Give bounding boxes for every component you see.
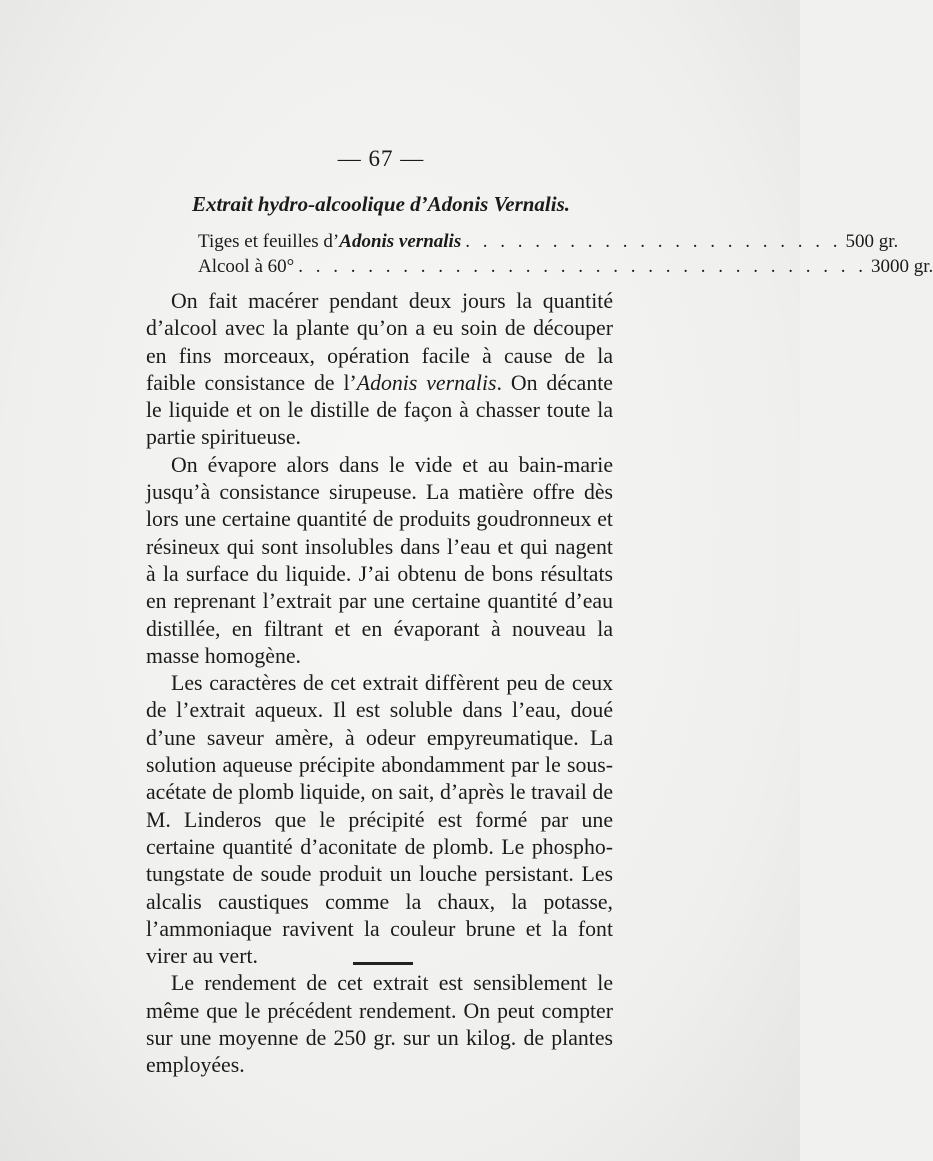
recipe-line bbox=[198, 256, 933, 278]
section-heading: Extrait hydro-alcoolique d’Adonis Vernalis. bbox=[191, 192, 571, 216]
paragraph: Les caractères de cet extrait diffèrent peu de ceux de l’extrait aqueux. Il est soluble dans l’eau, doué d’une saveur amère, à odeur empyreumatique. La solution aqueuse précipite abondamment par le sous-acétate de plomb liquide, on sait, d’après le travail de M. Linderos que le précipité est formé par une certaine quantité d’aconitate de plomb. Le phospho-tungstate de soude produit un louche persistant. Les alcalis caustiques comme la chaux, la potasse, l’ammoniaque ravivent la couleur brune et la font virer au vert. bbox=[146, 671, 613, 969]
paragraph: On évapore alors dans le vide et au bain-marie jusqu’à consistance sirupeuse. La matière offre dès lors une certaine quantité de produits goudronneux et résineux qui sont insolubles dans l’eau et qui nagent à la surface du liquide. J’ai obtenu de bons résultats en reprenant l’extrait par une certaine quantité d’eau distillée, en filtrant et en évaporant à nouveau la masse homogène. bbox=[146, 452, 613, 668]
paragraph: Le rendement de cet extrait est sensiblement le même que le précédent rendement. On peut compter sur une moyenne de 250 gr. sur un kilog. de plantes employées. bbox=[146, 971, 613, 1078]
ingredient-name: Alcool à 60° bbox=[198, 256, 295, 277]
ingredient-name: Tiges et feuilles d’Adonis vernalis bbox=[198, 231, 462, 252]
dot-leader: . . . . . . . . . . . . . . . . . . . . . . . . . . . . . . . . . bbox=[298, 256, 867, 277]
section-end-rule bbox=[353, 962, 413, 965]
dot-leader: . . . . . . . . . . . . . . . . . . . . . . bbox=[465, 231, 842, 252]
ingredient-quantity: 500 gr. bbox=[845, 231, 899, 252]
page-number: — 67 — bbox=[337, 146, 425, 171]
body-text bbox=[146, 288, 613, 1080]
ingredient-quantity: 3000 gr. bbox=[871, 256, 933, 277]
recipe-line bbox=[198, 231, 899, 253]
paragraph: On fait macérer pendant deux jours la quantité d’alcool avec la plante qu’on a eu soin de découper en fins morceaux, opération facile à cause de la faible consistance de l’Adonis vernalis. On décante le liquide et on le distille de façon à chasser toute la partie spiritueuse. bbox=[146, 289, 613, 450]
